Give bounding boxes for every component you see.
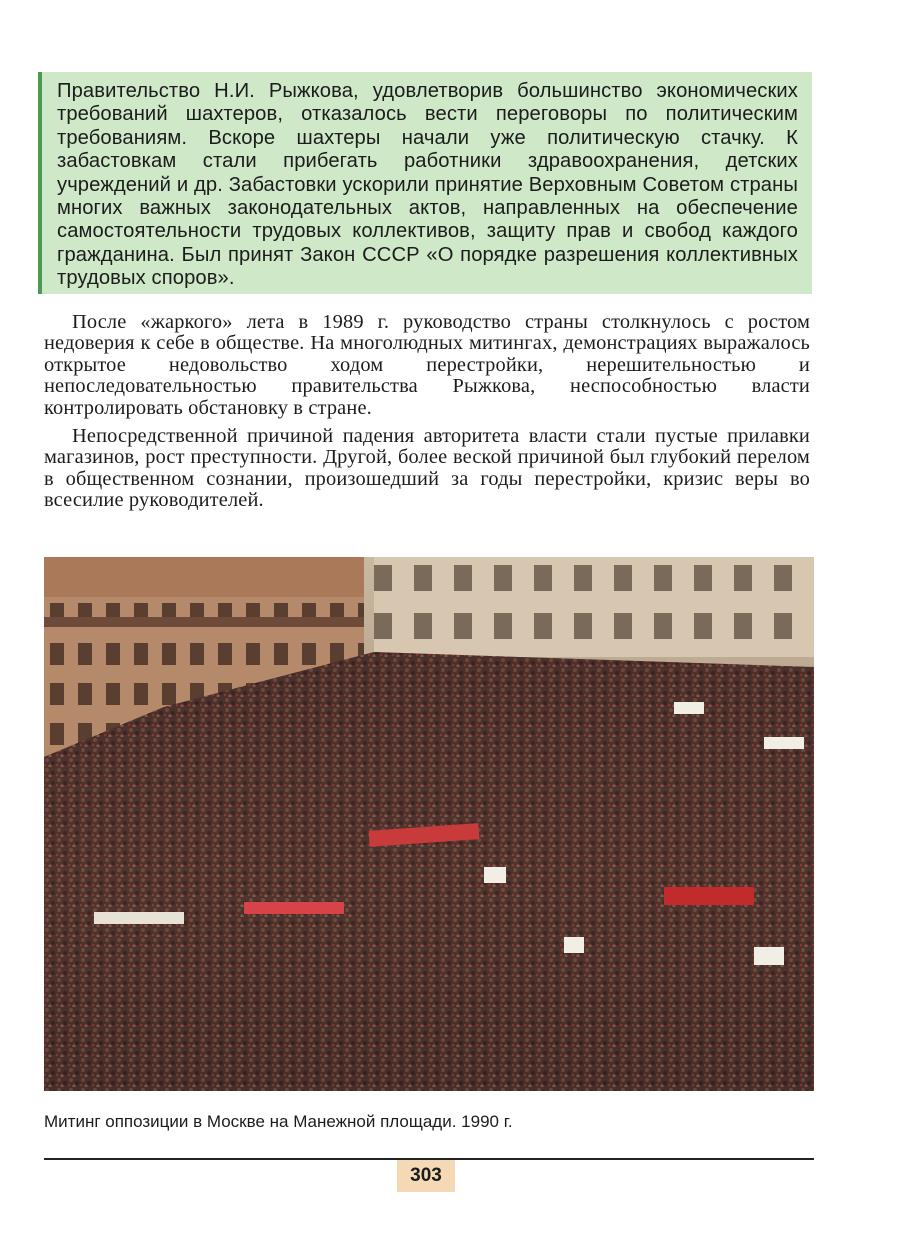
paragraph-2: Непосредственной причиной падения авторитета власти стали пустые прилавки магазинов, рост преступности. Другой, более веской причиной был глубокий перелом в общественном сознании, произошедший за годы перестройки, кризис веры во всесилие руководителей. <box>44 425 810 512</box>
body-text <box>44 312 810 519</box>
highlight-box <box>38 72 812 294</box>
photo-caption: Митинг оппозиции в Москве на Манежной площади. 1990 г. <box>44 1112 513 1131</box>
page-number: 303 <box>397 1160 455 1192</box>
paragraph-1: После «жаркого» лета в 1989 г. руководство страны столкнулось с ростом недоверия к себе в обществе. На многолюдных митингах, демонстрациях выражалось открытое недовольство ходом перестройки, нерешительностью и непоследовательностью правительства Рыжкова, неспособностью власти контролировать обстановку в стране. <box>44 311 810 419</box>
highlight-text: Правительство Н.И. Рыжкова, удовлетворив большинство экономических требований шахтеров, отказалось вести переговоры по политическим требованиям. Вскоре шахтеры начали уже политическую стачку. К забастовкам стали прибегать работники здравоохранения, детских учреждений и др. Забастовки ускорили принятие Верховным Советом страны многих важных законодательных актов, направленных на обеспечение самостоятельности трудовых коллективов, защиту прав и свобод каждого гражданина. Был принят Закон СССР «О порядке разрешения коллективных трудовых споров». <box>57 80 798 290</box>
crowd-photo <box>44 557 814 1091</box>
